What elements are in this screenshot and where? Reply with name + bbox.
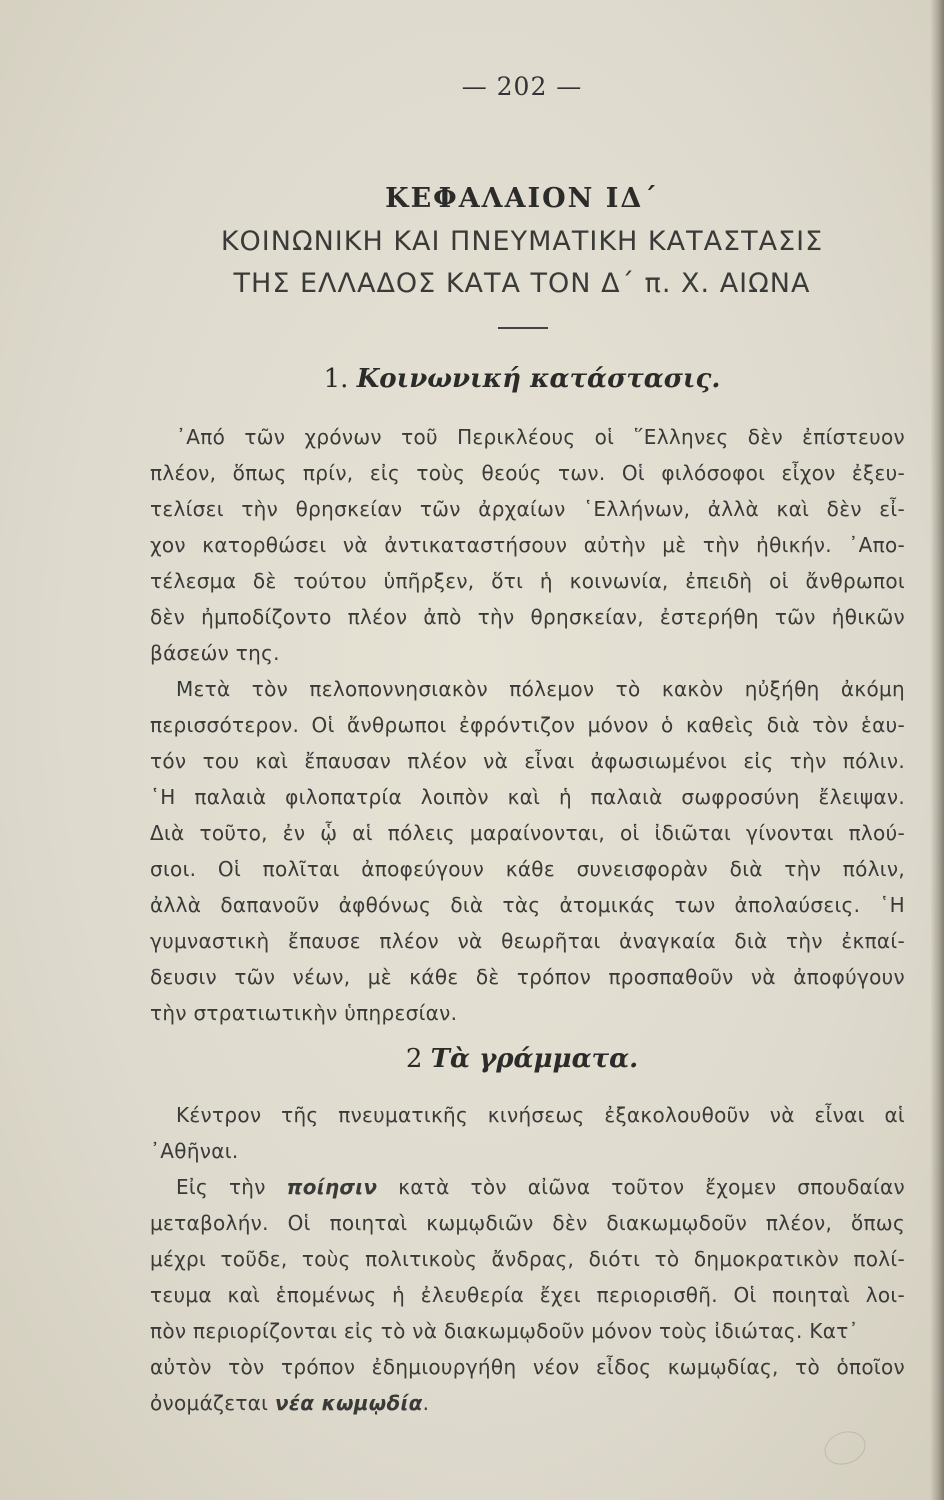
- text-run: Εἰς τὴν: [176, 1175, 266, 1199]
- text-line: γυμναστικὴ ἔπαυσε πλέον νὰ θεωρῆται ἀναγκαία διὰ τὴν ἐκπαί-: [150, 929, 905, 953]
- chapter-subtitle-line-1: ΚΟΙΝΩΝΙΚΗ ΚΑΙ ΠΝΕΥΜΑΤΙΚΗ ΚΑΤΑΣΤΑΣΙΣ: [220, 226, 824, 257]
- text-line: πλέον, ὅπως πρίν, εἰς τοὺς θεούς των. Οἱ φιλόσοφοι εἶχον ἐξευ-: [150, 461, 905, 485]
- section-2-title: Τὰ γράμματα.: [430, 1044, 639, 1074]
- text-line: μέχρι τοῦδε, τοὺς πολιτικοὺς ἄνδρας, διότι τὸ δημοκρατικὸν πολί-: [150, 1247, 905, 1271]
- text-line: περισσότερον. Οἱ ἄνθρωποι ἐφρόντιζον μόνον ὁ καθεὶς διὰ τὸν ἑαυ-: [150, 713, 905, 737]
- text-line: τόν του καὶ ἔπαυσαν πλέον νὰ εἶναι ἀφωσιωμένοι εἰς τὴν πόλιν.: [150, 749, 905, 773]
- paper-stain: [820, 1426, 870, 1470]
- section-1-title: Κοινωνική κατάστασις.: [356, 364, 721, 394]
- section-1-number: 1.: [323, 364, 349, 394]
- chapter-subtitle-line-2: ΤΗΣ ΕΛΛΑΔΟΣ ΚΑΤΑ ΤΟΝ Δ΄ π. Χ. ΑΙΩΝΑ: [233, 268, 811, 299]
- text-line: τὴν στρατιωτικὴν ὑπηρεσίαν.: [150, 1001, 458, 1025]
- text-line: Μετὰ τὸν πελοποννησιακὸν πόλεμον τὸ κακὸν ηὐξήθη ἀκόμη: [176, 677, 905, 701]
- text-line: ᾿Αθῆναι.: [150, 1139, 239, 1163]
- text-line: ᾿Από τῶν χρόνων τοῦ Περικλέους οἱ ῞Ελληνες δὲν ἐπίστευον: [176, 425, 905, 449]
- text-line: σιοι. Οἱ πολῖται ἀποφεύγουν κάθε συνεισφορὰν διὰ τὴν πόλιν,: [150, 857, 905, 881]
- text-run: Κατ᾿: [809, 1319, 859, 1343]
- text-line: βάσεών της.: [150, 641, 280, 665]
- text-line: ῾Η παλαιὰ φιλοπατρία λοιπὸν καὶ ἡ παλαιὰ σωφροσύνη ἔλειψαν.: [150, 785, 905, 809]
- text-run: .: [422, 1391, 430, 1415]
- text-line: Διὰ τοῦτο, ἐν ᾧ αἱ πόλεις μαραίνονται, οἱ ἰδιῶται γίνονται πλού-: [150, 821, 905, 845]
- section-1-heading: [0, 364, 944, 394]
- divider-rule: [498, 327, 548, 329]
- text-line: τελίσει τὴν θρησκείαν τῶν ἀρχαίων ῾Ελλήνων, ἀλλὰ καὶ δὲν εἶ-: [150, 497, 905, 521]
- text-line: αὐτὸν τὸν τρόπον ἐδημιουργήθη νέον εἶδος κωμῳδίας, τὸ ὁποῖον: [150, 1355, 905, 1379]
- text-line: δευσιν τῶν νέων, μὲ κάθε δὲ τρόπον προσπαθοῦν νὰ ἀποφύγουν: [150, 965, 905, 989]
- text-line: ἀλλὰ δαπανοῦν ἀφθόνως διὰ τὰς ἀτομικάς των ἀπολαύσεις. ῾Η: [150, 893, 905, 917]
- page-number: — 202 —: [461, 72, 583, 101]
- emphasis-poetry: ποίησιν: [286, 1175, 378, 1199]
- text-run: πὸν περιορίζονται εἰς τὸ νὰ διακωμῳδοῦν μόνον τοὺς ἰδιώτας.: [150, 1319, 803, 1343]
- emphasis-new-comedy: νέα κωμῳδία: [274, 1391, 423, 1415]
- text-line: τευμα καὶ ἑπομένως ἡ ἐλευθερία ἔχει περιορισθῆ. Οἱ ποιηταὶ λοι-: [150, 1283, 905, 1307]
- text-line: χον κατορθώσει νὰ ἀντικαταστήσουν αὐτὴν μὲ τὴν ἠθικήν. ᾿Απο-: [150, 533, 905, 557]
- text-line: [150, 1391, 905, 1415]
- chapter-title: ΚΕΦΑΛΑΙΟΝ ΙΔ΄: [385, 183, 659, 214]
- text-line: Κέντρον τῆς πνευματικῆς κινήσεως ἐξακολουθοῦν νὰ εἶναι αἱ: [176, 1103, 905, 1127]
- text-line: [176, 1175, 905, 1199]
- text-line: [150, 1319, 905, 1343]
- text-line: δὲν ἠμποδίζοντο πλέον ἀπὸ τὴν θρησκείαν, ἐστερήθη τῶν ἠθικῶν: [150, 605, 905, 629]
- section-2-heading: [0, 1044, 944, 1074]
- text-run: ὀνομάζεται: [150, 1391, 269, 1415]
- text-line: τέλεσμα δὲ τούτου ὑπῆρξεν, ὅτι ἡ κοινωνία, ἐπειδὴ οἱ ἄνθρωποι: [150, 569, 905, 593]
- page-edge-shadow: [930, 0, 944, 1500]
- section-2-number: 2: [405, 1044, 423, 1074]
- text-line: μεταβολήν. Οἱ ποιηταὶ κωμῳδιῶν δὲν διακωμῳδοῦν πλέον, ὅπως: [150, 1211, 905, 1235]
- text-run: κατὰ τὸν αἰῶνα τοῦτον ἔχομεν σπουδαίαν: [398, 1175, 905, 1199]
